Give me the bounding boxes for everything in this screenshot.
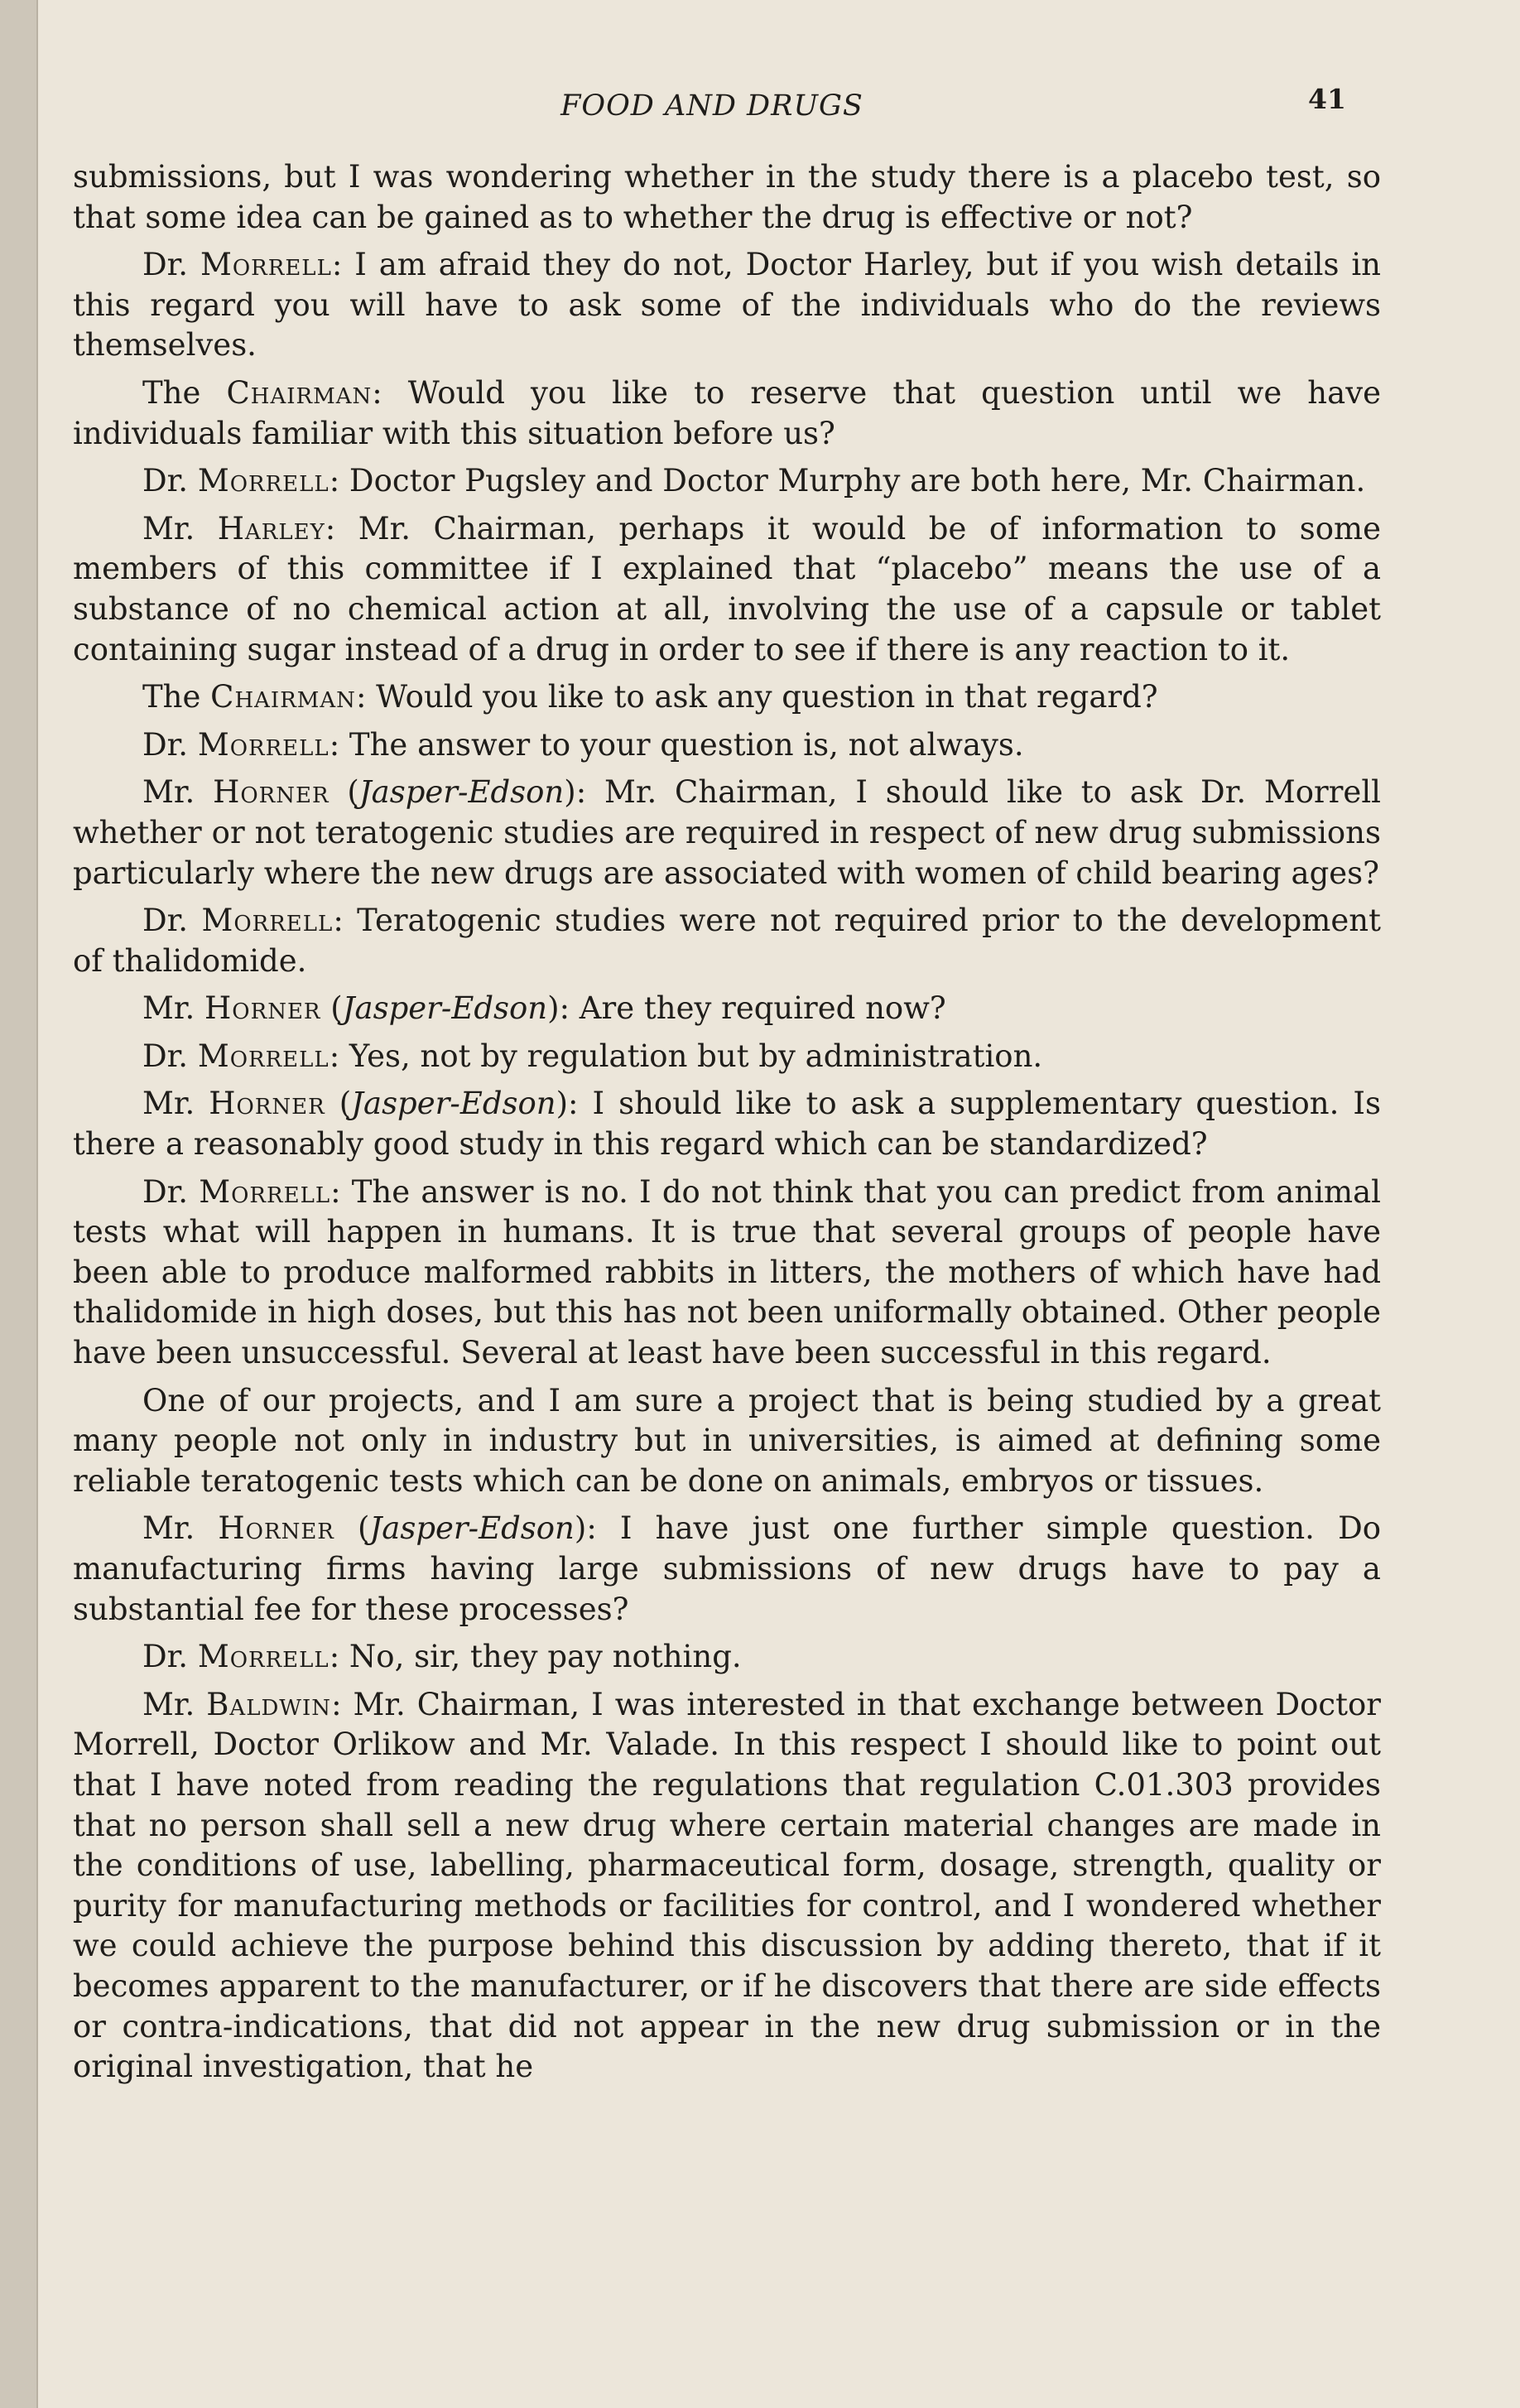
speech-paragraph: [73, 677, 1381, 718]
speaker-name: Baldwin: [206, 1686, 332, 1722]
speaker-name: Morrell: [200, 247, 332, 283]
text-paragraph: [73, 1381, 1381, 1502]
speaker-riding: Jasper-Edson: [342, 990, 548, 1027]
paragraph-text: One of our projects, and I am sure a project that is being studied by a great many people not only in industry but in universities, is aimed at defining some reliable teratogenic tests which can be done on animals, embryos or tissues.: [73, 1382, 1381, 1499]
speaker-title: Dr.: [142, 1038, 198, 1074]
paragraph-text: : Teratogenic studies were not required prior to the development of thalidomide.: [73, 903, 1381, 979]
speaker-title: Dr.: [142, 247, 200, 283]
speaker-title: Dr.: [142, 726, 198, 763]
paragraph-text: : Mr. Chairman, I should like to ask Dr. Morrell whether or not teratogenic studies are required in respect of new drug submissions particularly where the new drugs are associated with women of child bearing ages?: [73, 774, 1381, 891]
speaker-name: Horner: [218, 1510, 334, 1547]
speaker-title: Dr.: [142, 1639, 198, 1675]
speaker-name: Morrell: [197, 1639, 329, 1675]
speaker-riding: Jasper-Edson: [369, 1510, 575, 1547]
paragraph-text: : Mr. Chairman, I was interested in that exchange between Doctor Morrell, Doctor Orlikow and Mr. Valade. In this respect I should like to point out that I have noted from reading the regulations that regulation C.01.303 provides that no person shall sell a new drug where certain material changes are made in the conditions of use, labelling, pharmaceutical form, dosage, strength, quality or purity for manufacturing methods or facilities for control, and I wondered whether we could achieve the purpose behind this discussion by adding thereto, that if it becomes apparent to the manufacturer, or if he discovers that there are side effects or contra-indications, that did not appear in the new drug submission or in the original investigation, that he: [73, 1686, 1381, 2085]
speaker-title: Mr.: [142, 1686, 207, 1722]
paragraph-text: : I should like to ask a supplementary question. Is there a reasonably good study in this regard which can be standardized?: [73, 1086, 1381, 1163]
speaker-title: Dr.: [142, 903, 202, 939]
speech-paragraph: Mr. Horner (Jasper-Edson): I have just one further simple question. Do manufacturing firms having large submissions of new drugs have to pay a substantial fee for these processes?: [73, 1510, 1382, 1627]
speaker-title: The: [142, 679, 211, 715]
speech-paragraph: [73, 725, 1381, 766]
paragraph-text: : Mr. Chairman, perhaps it would be of information to some members of this committee if I explained that “placebo” means the use of a substance of no chemical action at all, involving the use of a capsule or tablet containing sugar instead of a drug in order to see if there is any reaction to it.: [73, 510, 1381, 667]
speech-paragraph: [73, 1685, 1381, 2088]
speaker-title: Mr.: [142, 990, 205, 1027]
page-header: [0, 83, 1520, 132]
speech-paragraph: [73, 461, 1381, 502]
paragraph-text: : I have just one further simple question. Do manufacturing firms having large submissions of new drugs have to pay a substantial fee for these processes?: [73, 1510, 1382, 1627]
speaker-name: Morrell: [199, 1173, 331, 1210]
speech-paragraph: Mr. Horner (Jasper-Edson): Are they required now?: [142, 990, 946, 1027]
speech-paragraph: Mr. Horner (Jasper-Edson): Mr. Chairman, I should like to ask Dr. Morrell whether or not teratogenic studies are required in respect of new drug submissions particularly where the new drugs are associated with women of child bearing ages?: [73, 774, 1381, 891]
page-number: 41: [1308, 83, 1346, 115]
speaker-name: Morrell: [197, 1038, 329, 1074]
running-title: FOOD AND DRUGS: [560, 89, 863, 123]
speech-paragraph: [73, 373, 1381, 454]
speaker-name: Horner: [204, 990, 321, 1027]
speaker-riding: Jasper-Edson: [351, 1086, 556, 1122]
speech-paragraph: [73, 901, 1381, 981]
paragraph-text: : Are they required now?: [559, 990, 946, 1027]
speaker-title: Mr.: [142, 1086, 209, 1122]
speaker-name: Morrell: [197, 726, 329, 763]
paragraph-text: : Yes, not by regulation but by administration.: [329, 1038, 1043, 1074]
speaker-name: Horner: [209, 1086, 325, 1122]
speaker-riding: Jasper-Edson: [358, 774, 565, 811]
paragraph-text: : No, sir, they pay nothing.: [329, 1639, 742, 1675]
speech-paragraph: [73, 1173, 1381, 1374]
speaker-title: Mr.: [142, 1510, 219, 1547]
speaker-name: Morrell: [197, 463, 329, 499]
paragraph-text: : I am afraid they do not, Doctor Harley, but if you wish details in this regard you will have to ask some of the individuals who do the reviews themselves.: [73, 247, 1382, 364]
speech-paragraph: [73, 509, 1381, 670]
speaker-title: Mr.: [142, 510, 218, 547]
paragraph-text: : The answer is no. I do not think that you can predict from animal tests what will happen in humans. It is true that several groups of people have been able to produce malformed rabbits in litters, the mothers of which have had thalidomide in high doses, but this has not been uniformally obtained. Other people have been unsuccessful. Several at least have been successful in this regard.: [73, 1173, 1382, 1371]
page-binding-edge: [0, 0, 38, 2408]
speaker-name: Horner: [213, 774, 329, 811]
page-body: [73, 157, 1381, 2095]
speech-paragraph: [73, 245, 1381, 366]
speaker-name: Chairman: [226, 374, 373, 411]
speaker-name: Chairman: [210, 679, 356, 715]
speech-paragraph: [73, 1637, 1381, 1678]
speech-paragraph: [73, 1037, 1381, 1077]
paragraph-text: submissions, but I was wondering whether in the study there is a placebo test, so that some idea can be gained as to whether the drug is effective or not?: [73, 159, 1381, 235]
paragraph-text: : Would you like to reserve that question until we have individuals familiar with this situation before us?: [73, 374, 1381, 451]
paragraph-text: : Doctor Pugsley and Doctor Murphy are both here, Mr. Chairman.: [329, 463, 1366, 499]
speaker-title: Dr.: [142, 463, 198, 499]
speaker-title: Dr.: [142, 1173, 200, 1210]
text-paragraph: [73, 157, 1381, 238]
speaker-title: Mr.: [142, 774, 214, 811]
speaker-name: Morrell: [201, 903, 334, 939]
speech-paragraph: Mr. Horner (Jasper-Edson): I should like to ask a supplementary question. Is there a reasonably good study in this regard which can be standardized?: [73, 1086, 1381, 1163]
speaker-name: Harley: [217, 510, 325, 547]
paragraph-text: : The answer to your question is, not always.: [329, 726, 1024, 763]
paragraph-text: : Would you like to ask any question in that regard?: [355, 679, 1158, 715]
speaker-title: The: [142, 374, 227, 411]
